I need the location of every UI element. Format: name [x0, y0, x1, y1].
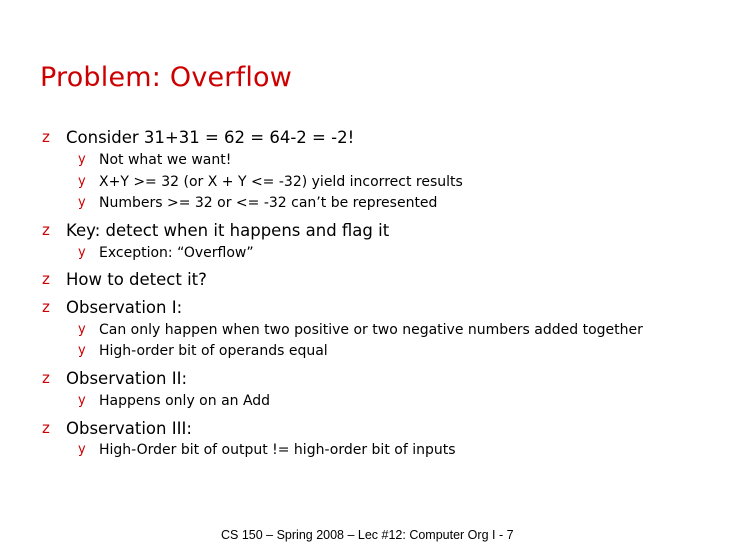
sub-bullet-text: Numbers >= 32 or <= -32 can’t be represented: [99, 195, 438, 211]
bullet-icon: z: [42, 221, 50, 239]
bullet-item: [42, 298, 182, 317]
bullet-item: [42, 128, 354, 147]
sub-bullet-icon: y: [78, 393, 86, 408]
bullet-icon: z: [42, 128, 50, 146]
sub-bullet-item: [78, 152, 231, 168]
bullet-item: [42, 270, 207, 289]
bullet-text: Observation III:: [66, 419, 192, 438]
sub-bullet-item: [78, 442, 456, 458]
bullet-text: Key: detect when it happens and flag it: [66, 221, 390, 240]
sub-bullet-icon: y: [78, 174, 86, 189]
sub-bullet-text: Exception: “Overflow”: [99, 245, 254, 261]
sub-bullet-item: [78, 195, 437, 211]
sub-bullet-item: [78, 322, 643, 338]
bullet-text: Observation I:: [66, 298, 183, 317]
sub-bullet-item: [78, 174, 463, 190]
sub-bullet-text: High-order bit of operands equal: [99, 343, 328, 359]
slide-footer: CS 150 – Spring 2008 – Lec #12: Computer Org I - 7: [221, 528, 514, 542]
sub-bullet-icon: y: [78, 195, 86, 210]
sub-bullet-text: Not what we want!: [99, 152, 232, 168]
sub-bullet-item: [78, 343, 328, 359]
sub-bullet-text: X+Y >= 32 (or X + Y <= -32) yield incorrect results: [99, 174, 463, 190]
bullet-icon: z: [42, 270, 50, 288]
sub-bullet-text: High-Order bit of output != high-order bit of inputs: [99, 442, 456, 458]
bullet-item: [42, 369, 187, 388]
bullet-icon: z: [42, 298, 50, 316]
sub-bullet-item: [78, 245, 254, 261]
bullet-text: Consider 31+31 = 62 = 64-2 = -2!: [66, 128, 355, 147]
sub-bullet-text: Happens only on an Add: [99, 393, 271, 409]
slide-title: Problem: Overflow: [40, 62, 293, 93]
sub-bullet-icon: y: [78, 442, 86, 457]
bullet-text: How to detect it?: [66, 270, 207, 289]
bullet-item: [42, 419, 192, 438]
sub-bullet-text: Can only happen when two positive or two negative numbers added together: [99, 322, 643, 338]
bullet-icon: z: [42, 369, 50, 387]
bullet-item: [42, 221, 389, 240]
sub-bullet-icon: y: [78, 322, 86, 337]
sub-bullet-item: [78, 393, 270, 409]
bullet-icon: z: [42, 419, 50, 437]
bullet-text: Observation II:: [66, 369, 188, 388]
sub-bullet-icon: y: [78, 343, 86, 358]
sub-bullet-icon: y: [78, 152, 86, 167]
sub-bullet-icon: y: [78, 245, 86, 260]
